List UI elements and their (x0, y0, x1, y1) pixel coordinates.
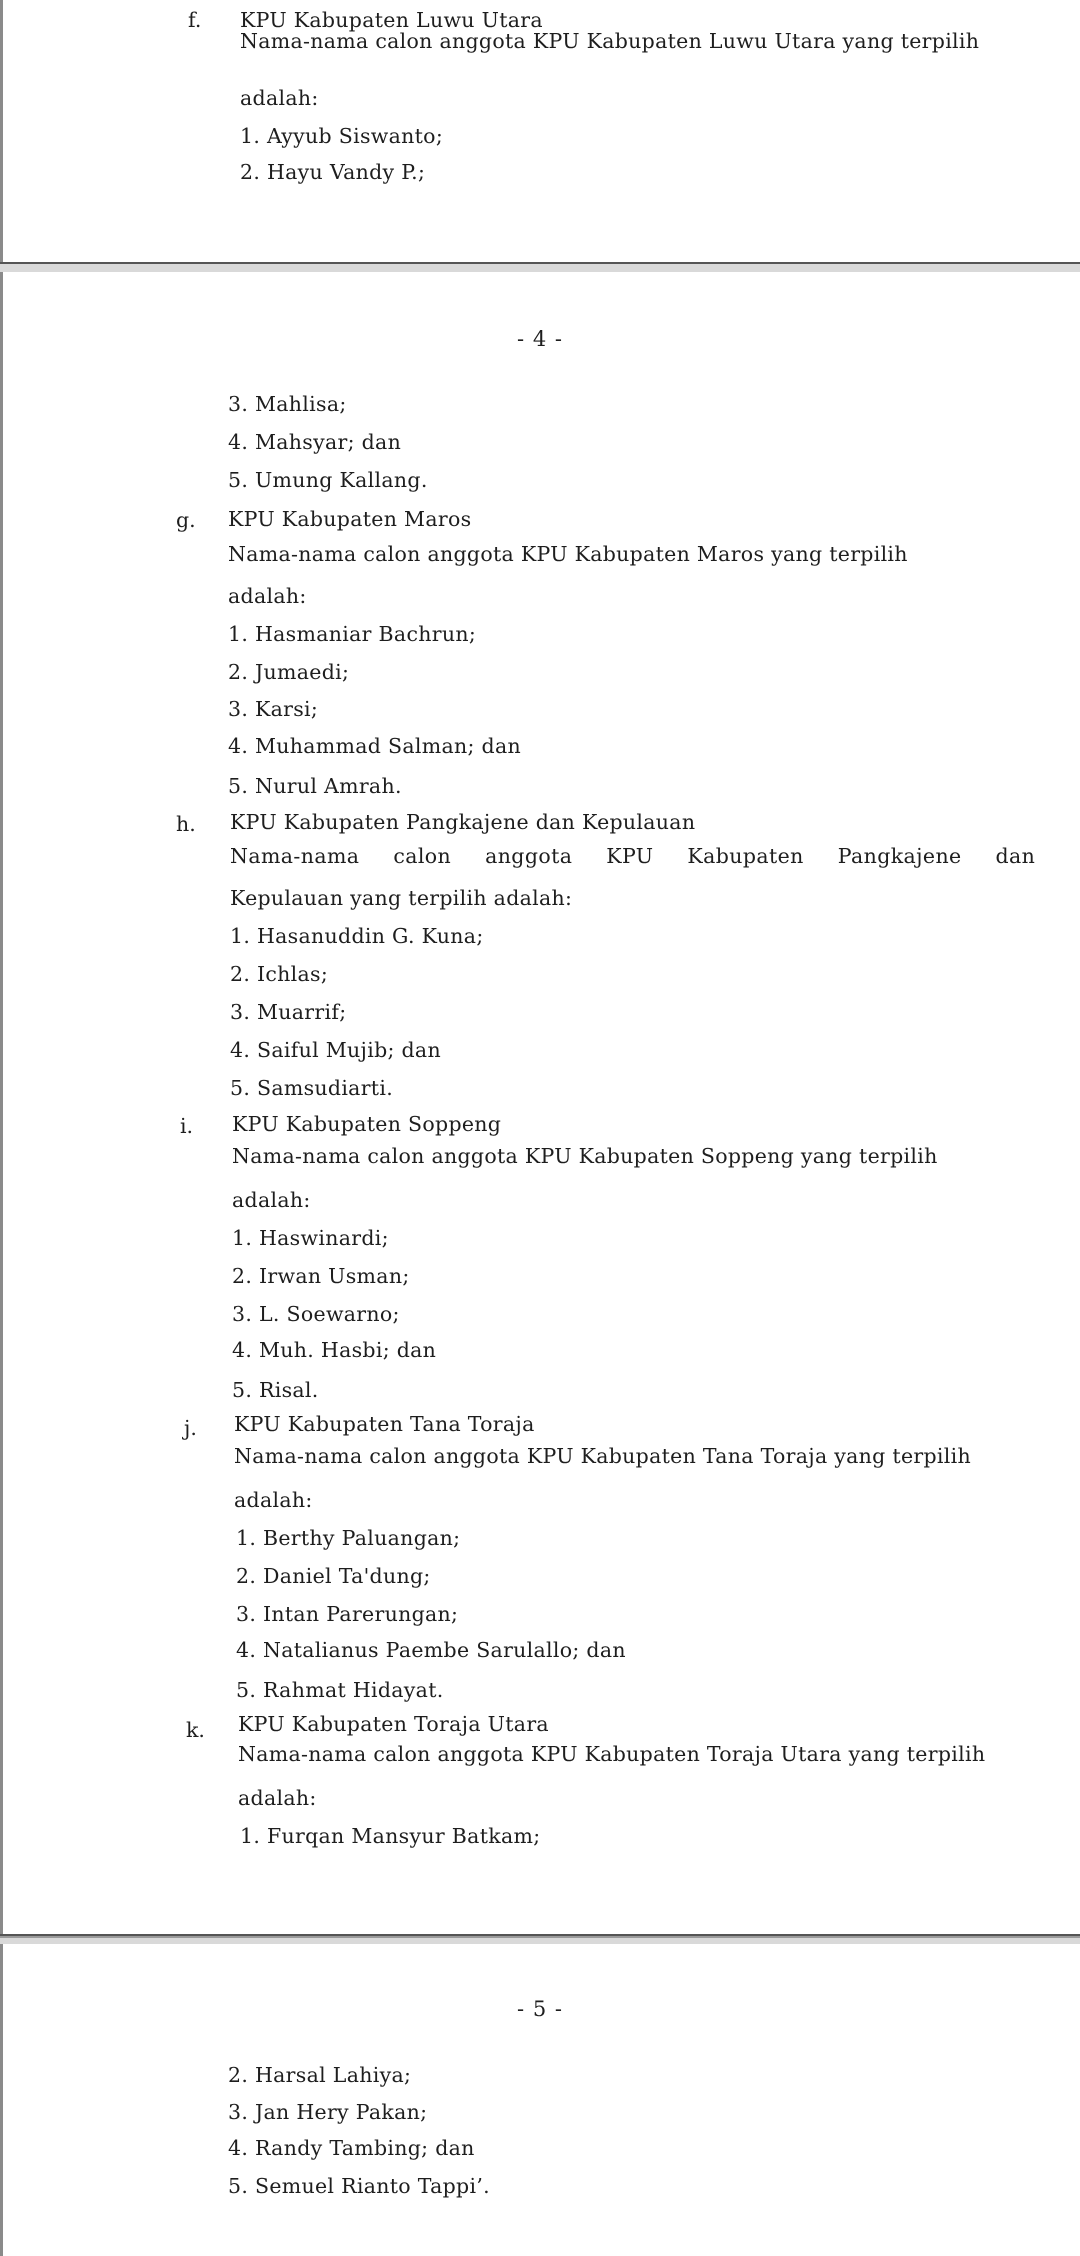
list-item: 4. Saiful Mujib; dan (230, 1038, 441, 1062)
list-item: 1. Ayyub Siswanto; (240, 124, 444, 148)
section-intro: Nama-nama calon anggota KPU Kabupaten Pangkajene dan (230, 844, 1036, 868)
section-heading: KPU Kabupaten Soppeng (232, 1112, 502, 1136)
section-intro: Nama-nama calon anggota KPU Kabupaten Soppeng yang terpilih (232, 1144, 938, 1168)
list-item: 2. Hayu Vandy P.; (240, 160, 426, 184)
list-item: 2. Daniel Ta'dung; (236, 1564, 431, 1588)
section-heading: KPU Kabupaten Toraja Utara (238, 1712, 549, 1736)
section-intro: adalah: (234, 1488, 313, 1512)
section-marker: f. (188, 8, 202, 32)
section-heading: KPU Kabupaten Pangkajene dan Kepulauan (230, 810, 696, 834)
section-intro: adalah: (232, 1188, 311, 1212)
section-marker: g. (176, 508, 196, 532)
section-intro: adalah: (238, 1786, 317, 1810)
page-5-fragment (0, 1944, 1080, 2256)
list-item: 5. Samsudiarti. (230, 1076, 394, 1100)
section-heading: KPU Kabupaten Tana Toraja (234, 1412, 535, 1436)
list-item: 3. Jan Hery Pakan; (228, 2100, 428, 2124)
list-item: 3. Muarrif; (230, 1000, 347, 1024)
list-item: 4. Randy Tambing; dan (228, 2136, 475, 2160)
list-item: 1. Hasanuddin G. Kuna; (230, 924, 484, 948)
list-item: 5. Rahmat Hidayat. (236, 1678, 444, 1702)
list-item: 1. Furqan Mansyur Batkam; (240, 1824, 541, 1848)
list-item: 3. Mahlisa; (228, 392, 347, 416)
section-marker: h. (176, 812, 196, 836)
page-number: - 4 - (517, 327, 563, 351)
page-edge (0, 1934, 1080, 1936)
list-item: 3. L. Soewarno; (232, 1302, 400, 1326)
page-4 (0, 272, 1080, 1936)
section-intro: Nama-nama calon anggota KPU Kabupaten Maros yang terpilih (228, 542, 908, 566)
list-item: 2. Irwan Usman; (232, 1264, 410, 1288)
list-item: 4. Natalianus Paembe Sarulallo; dan (236, 1638, 626, 1662)
section-marker: i. (180, 1114, 194, 1138)
section-intro: Kepulauan yang terpilih adalah: (230, 886, 573, 910)
section-intro: Nama-nama calon anggota KPU Kabupaten Luwu Utara yang terpilih (240, 29, 980, 53)
list-item: 1. Berthy Paluangan; (236, 1526, 461, 1550)
list-item: 5. Nurul Amrah. (228, 774, 402, 798)
page-number: - 5 - (517, 1997, 563, 2021)
section-intro: Nama-nama calon anggota KPU Kabupaten Toraja Utara yang terpilih (238, 1742, 986, 1766)
list-item: 5. Risal. (232, 1378, 319, 1402)
list-item: 3. Intan Parerungan; (236, 1602, 459, 1626)
list-item: 3. Karsi; (228, 697, 319, 721)
section-heading: KPU Kabupaten Luwu Utara (240, 8, 543, 32)
page-3-fragment (0, 0, 1080, 264)
section-intro: adalah: (240, 86, 319, 110)
list-item: 5. Semuel Rianto Tappi’. (228, 2174, 490, 2198)
list-item: 4. Mahsyar; dan (228, 430, 402, 454)
list-item: 2. Harsal Lahiya; (228, 2063, 412, 2087)
list-item: 2. Ichlas; (230, 962, 329, 986)
list-item: 4. Muh. Hasbi; dan (232, 1338, 437, 1362)
list-item: 5. Umung Kallang. (228, 468, 428, 492)
section-heading: KPU Kabupaten Maros (228, 507, 472, 531)
list-item: 2. Jumaedi; (228, 660, 350, 684)
section-intro: Nama-nama calon anggota KPU Kabupaten Tana Toraja yang terpilih (234, 1444, 971, 1468)
section-marker: j. (184, 1416, 197, 1440)
page-edge (0, 262, 1080, 264)
list-item: 1. Haswinardi; (232, 1226, 389, 1250)
section-marker: k. (186, 1718, 205, 1742)
list-item: 4. Muhammad Salman; dan (228, 734, 521, 758)
section-intro: adalah: (228, 584, 307, 608)
list-item: 1. Hasmaniar Bachrun; (228, 622, 477, 646)
